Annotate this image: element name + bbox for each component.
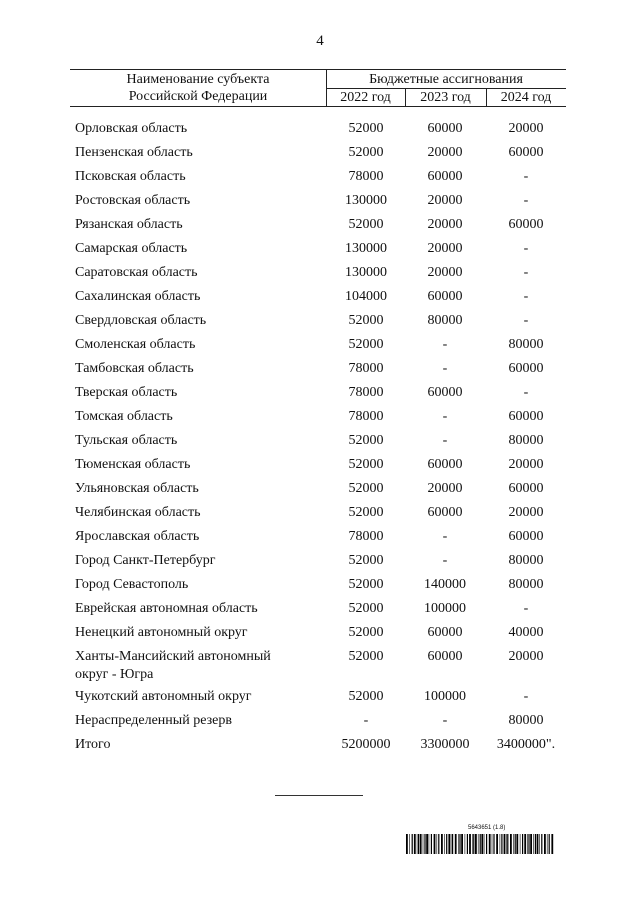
subject-name: [75, 600, 320, 618]
value-2023: 60000: [427, 121, 463, 136]
value-2022: -: [363, 713, 369, 728]
subject-name-line: Орловская область: [75, 121, 188, 136]
value-2023: 60000: [427, 169, 463, 184]
value-2024: 20000: [508, 121, 544, 136]
value-2024: 80000: [508, 577, 544, 592]
subject-name: [75, 336, 320, 354]
subject-name-line: округ - Югра: [75, 667, 154, 682]
value-2022: 78000: [348, 361, 384, 376]
subject-name-line: Пензенская область: [75, 145, 193, 160]
subject-name: [75, 360, 320, 378]
value-2023: 60000: [427, 289, 463, 304]
header-bottom-rule: [70, 106, 566, 107]
value-2023: 100000: [424, 601, 466, 616]
value-2023: 3300000: [420, 737, 470, 752]
subject-name-line: Итого: [75, 737, 111, 752]
subject-name-line: Ростовская область: [75, 193, 191, 208]
value-2022: 130000: [345, 265, 387, 280]
value-2024: -: [523, 601, 529, 616]
subject-name-line: Город Севастополь: [75, 577, 189, 592]
barcode: [406, 834, 554, 854]
subject-name: [75, 624, 320, 642]
column-header-year-2022: 2022 год: [340, 90, 391, 105]
value-2022: 52000: [348, 689, 384, 704]
value-2024: 20000: [508, 505, 544, 520]
value-2023: 20000: [427, 217, 463, 232]
value-2023: 20000: [427, 145, 463, 160]
value-2022: 52000: [348, 601, 384, 616]
subject-name: [75, 144, 320, 162]
subject-name-line: Томская область: [75, 409, 173, 424]
value-2022: 52000: [348, 649, 384, 664]
subject-name-line: Челябинская область: [75, 505, 201, 520]
value-2022: 52000: [348, 121, 384, 136]
subject-name-line: Псковская область: [75, 169, 186, 184]
subject-name: [75, 120, 320, 138]
subject-name: [75, 312, 320, 330]
subject-name-line: Свердловская область: [75, 313, 207, 328]
value-2023: 20000: [427, 481, 463, 496]
value-2023: 60000: [427, 625, 463, 640]
subject-name: [75, 456, 320, 474]
column-header-budget: Бюджетные ассигнования: [369, 72, 523, 87]
subject-name: [75, 432, 320, 450]
subject-name-line: Смоленская область: [75, 337, 196, 352]
value-2022: 130000: [345, 193, 387, 208]
value-2024: 20000: [508, 649, 544, 664]
value-2024: 60000: [508, 145, 544, 160]
subject-name-line: Саратовская область: [75, 265, 198, 280]
value-2024: -: [523, 689, 529, 704]
value-2022: 78000: [348, 409, 384, 424]
value-2024: 60000: [508, 361, 544, 376]
value-2023: -: [442, 409, 448, 424]
value-2023: 20000: [427, 241, 463, 256]
value-2024: -: [523, 241, 529, 256]
value-2022: 52000: [348, 145, 384, 160]
subject-name-line: Город Санкт-Петербург: [75, 553, 216, 568]
subject-name: [75, 736, 320, 754]
value-2022: 52000: [348, 505, 384, 520]
subject-name: [75, 192, 320, 210]
value-2023: -: [442, 553, 448, 568]
value-2022: 78000: [348, 529, 384, 544]
value-2022: 52000: [348, 217, 384, 232]
value-2023: 60000: [427, 457, 463, 472]
page-number: 4: [316, 33, 324, 49]
value-2024: 20000: [508, 457, 544, 472]
subject-name-line: Сахалинская область: [75, 289, 201, 304]
end-rule: [275, 795, 363, 796]
subject-name-line: Чукотский автономный округ: [75, 689, 252, 704]
subject-name: [75, 480, 320, 498]
value-2023: -: [442, 361, 448, 376]
value-2022: 52000: [348, 337, 384, 352]
subject-name: [75, 288, 320, 306]
subject-name-line: Ханты-Мансийский автономный: [75, 649, 271, 664]
subject-name: [75, 408, 320, 426]
subject-name: [75, 504, 320, 522]
subject-name-line: Нераспределенный резерв: [75, 713, 232, 728]
value-2024: -: [523, 265, 529, 280]
value-2024: 60000: [508, 409, 544, 424]
value-2024: -: [523, 313, 529, 328]
value-2022: 5200000: [341, 737, 391, 752]
value-2023: -: [442, 433, 448, 448]
subject-name: [75, 168, 320, 186]
subject-name: [75, 648, 320, 684]
subject-name: [75, 688, 320, 706]
value-2022: 52000: [348, 313, 384, 328]
subject-name: [75, 528, 320, 546]
subject-name: [75, 216, 320, 234]
value-2023: 20000: [427, 193, 463, 208]
column-header-subject: [70, 71, 326, 105]
value-2022: 78000: [348, 385, 384, 400]
value-2024: -: [523, 193, 529, 208]
value-2024: -: [523, 169, 529, 184]
value-2022: 52000: [348, 625, 384, 640]
value-2023: 60000: [427, 385, 463, 400]
value-2023: 60000: [427, 505, 463, 520]
value-2023: 100000: [424, 689, 466, 704]
subject-name-line: Тверская область: [75, 385, 178, 400]
value-2024: 40000: [508, 625, 544, 640]
subject-name-line: Самарская область: [75, 241, 188, 256]
document-code: 5643651 (1.8): [468, 825, 506, 831]
value-2024: 60000: [508, 529, 544, 544]
value-2023: -: [442, 529, 448, 544]
value-2022: 52000: [348, 553, 384, 568]
value-2024: 60000: [508, 217, 544, 232]
subject-name: [75, 552, 320, 570]
value-2024: 80000: [508, 553, 544, 568]
column-header-year-2024: 2024 год: [500, 90, 552, 105]
value-2023: 80000: [427, 313, 463, 328]
subject-name-line: Ярославская область: [75, 529, 200, 544]
subject-name-line: Тюменская область: [75, 457, 191, 472]
subject-name-line: Рязанская область: [75, 217, 183, 232]
value-2024: 80000: [508, 713, 544, 728]
value-2022: 52000: [348, 481, 384, 496]
value-2023: -: [442, 713, 448, 728]
value-2023: 60000: [427, 649, 463, 664]
column-header-subject-line2: Российской Федерации: [128, 89, 268, 104]
subject-name-line: Тамбовская область: [75, 361, 194, 376]
value-2024: 80000: [508, 337, 544, 352]
subject-name-line: Тульская область: [75, 433, 178, 448]
subject-name-line: Еврейская автономная область: [75, 601, 258, 616]
value-2024: 80000: [508, 433, 544, 448]
header-top-rule: [70, 69, 566, 70]
value-2024: 3400000".: [496, 737, 556, 752]
value-2022: 52000: [348, 433, 384, 448]
value-2024: 60000: [508, 481, 544, 496]
value-2022: 52000: [348, 577, 384, 592]
value-2023: 20000: [427, 265, 463, 280]
subject-name-line: Ненецкий автономный округ: [75, 625, 248, 640]
subject-name: [75, 264, 320, 282]
value-2022: 78000: [348, 169, 384, 184]
subject-name: [75, 384, 320, 402]
value-2023: 140000: [424, 577, 466, 592]
value-2022: 130000: [345, 241, 387, 256]
subject-name: [75, 240, 320, 258]
value-2022: 52000: [348, 457, 384, 472]
column-header-year-2023: 2023 год: [420, 90, 471, 105]
value-2024: -: [523, 289, 529, 304]
subject-name: [75, 712, 320, 730]
column-header-subject-line1: Наименование субъекта: [126, 72, 270, 87]
value-2023: -: [442, 337, 448, 352]
subject-name-line: Ульяновская область: [75, 481, 199, 496]
value-2022: 104000: [345, 289, 387, 304]
value-2024: -: [523, 385, 529, 400]
subject-name: [75, 576, 320, 594]
